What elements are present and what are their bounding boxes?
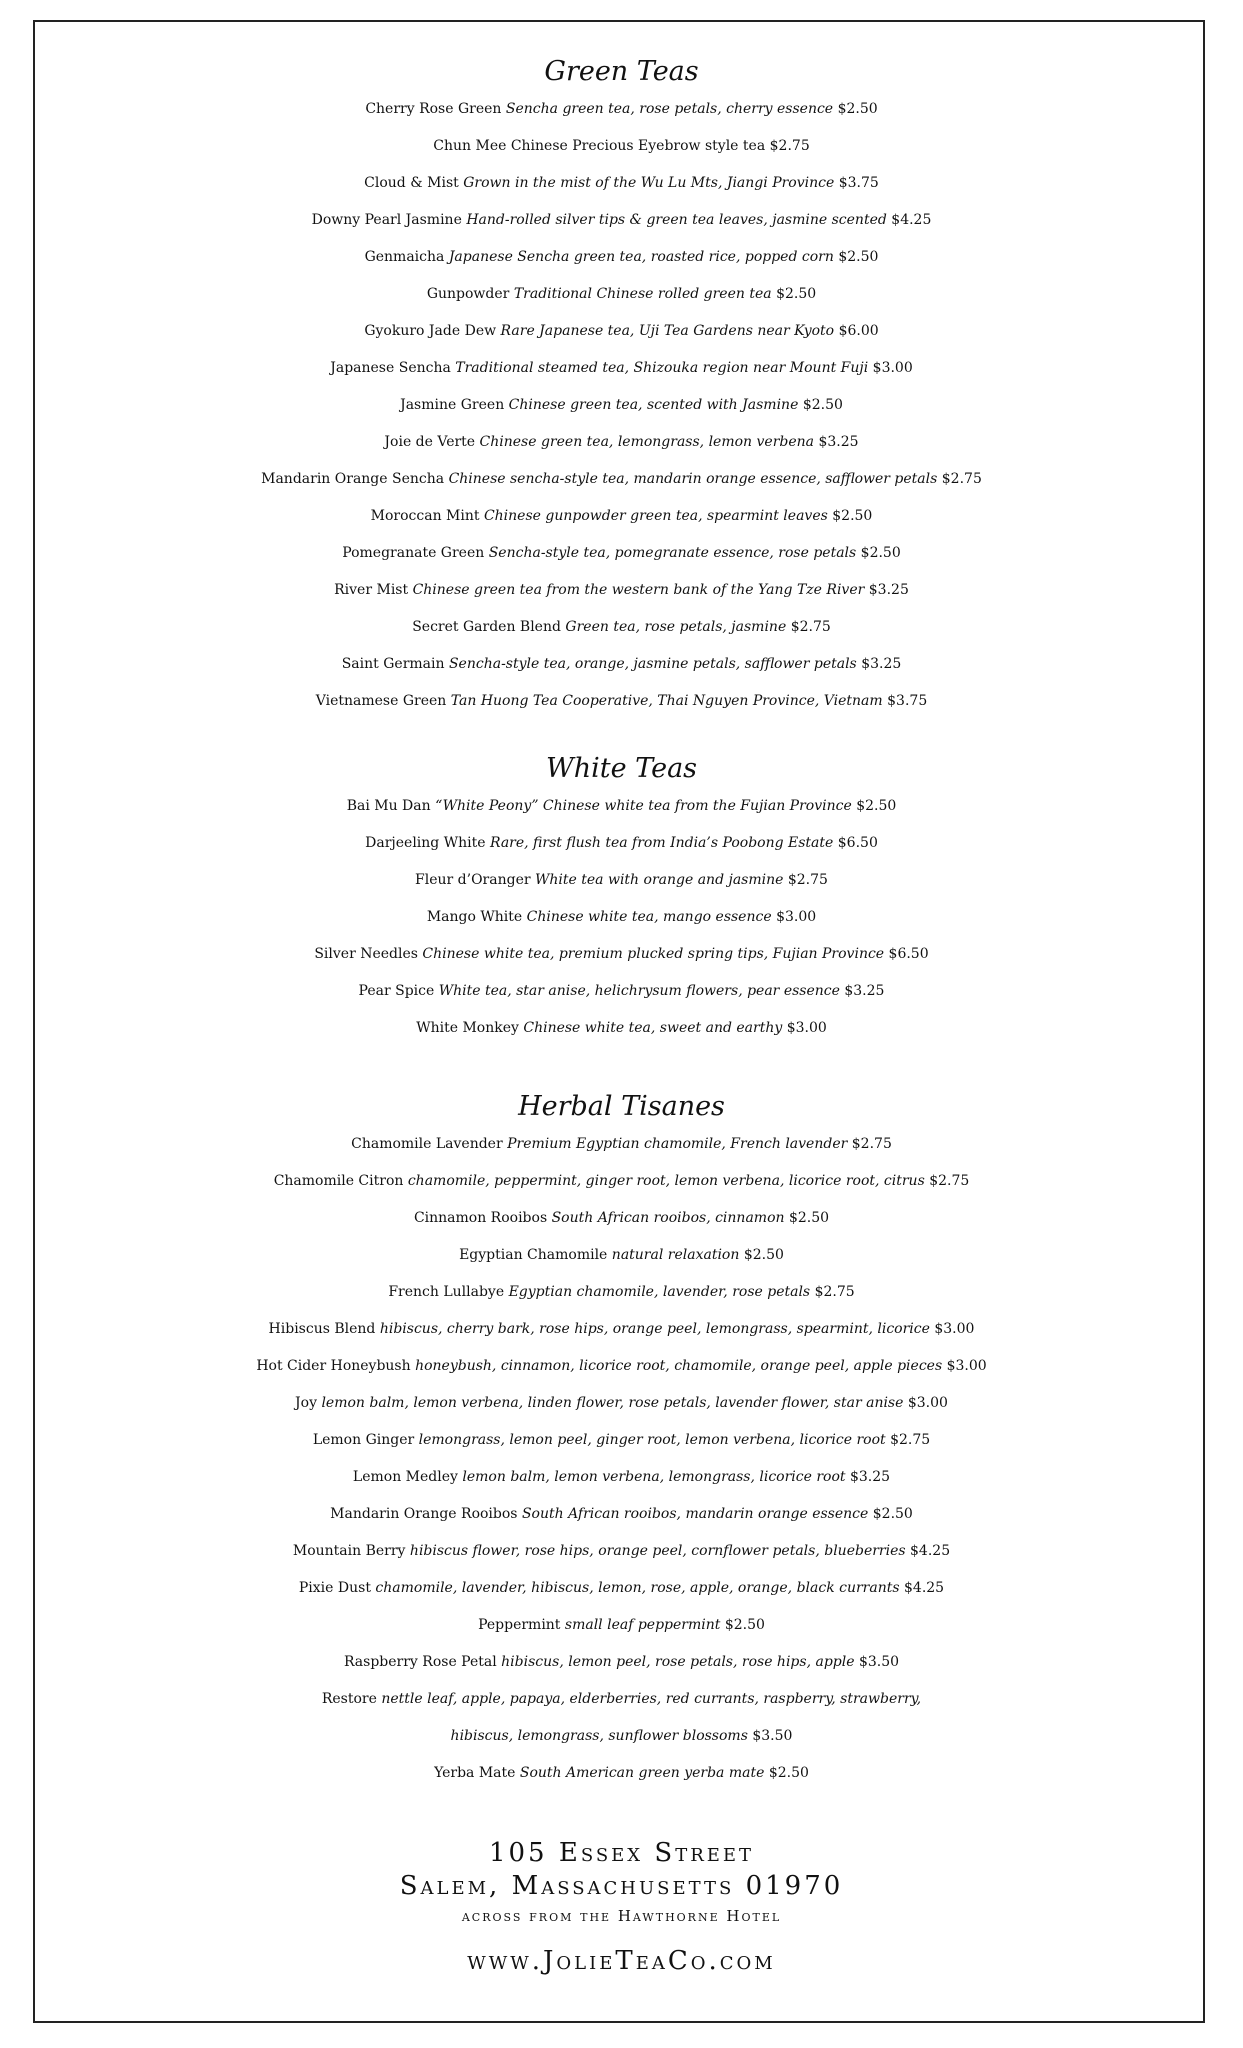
item-description: South African rooibos, mandarin orange essence: [521, 1506, 869, 1522]
menu-item: [0, 609, 1243, 646]
item-name: Bai Mu Dan: [346, 798, 431, 814]
menu-item: [0, 202, 1243, 239]
menu-item: [0, 1681, 1243, 1718]
item-price: $2.75: [814, 1284, 855, 1300]
menu-item: [0, 646, 1243, 683]
item-name: Joy: [295, 1395, 317, 1411]
item-price: $6.00: [838, 323, 879, 339]
item-price: $4.25: [904, 1580, 945, 1596]
menu-item: [0, 535, 1243, 572]
item-price: $2.50: [872, 1506, 913, 1522]
item-description: chamomile, lavender, hibiscus, lemon, rose, apple, orange, black currants: [375, 1580, 900, 1596]
item-description: South African rooibos, cinnamon: [551, 1210, 785, 1226]
item-price: $2.50: [802, 397, 843, 413]
item-description: Sencha green tea, rose petals, cherry essence: [505, 101, 834, 117]
item-name: Pomegranate Green: [342, 545, 485, 561]
item-description: Sencha-style tea, orange, jasmine petals, safflower petals: [448, 656, 857, 672]
item-description: Egyptian chamomile, lavender, rose petals: [508, 1284, 811, 1300]
item-name: Cloud & Mist: [364, 175, 459, 191]
menu-item: [0, 1422, 1243, 1459]
item-name: Peppermint: [478, 1617, 561, 1633]
item-name: Cinnamon Rooibos: [413, 1210, 548, 1226]
item-price: $3.25: [868, 582, 909, 598]
item-description: hibiscus, lemon peel, rose petals, rose hips, apple: [501, 1654, 855, 1670]
item-description: nettle leaf, apple, papaya, elderberries, red currants, raspberry, strawberry,: [381, 1691, 922, 1707]
menu-item: [0, 1459, 1243, 1496]
item-description: natural relaxation: [611, 1247, 740, 1263]
address-street: 105 Essex Street: [488, 1838, 755, 1868]
green-teas-list: [0, 91, 1243, 720]
item-price: $3.00: [907, 1395, 948, 1411]
item-price: $3.50: [858, 1654, 900, 1670]
item-description: Tan Huong Tea Cooperative, Thai Nguyen Province, Vietnam: [450, 693, 883, 709]
menu-item: [0, 165, 1243, 202]
item-price: $3.75: [838, 175, 879, 191]
item-price: $2.50: [838, 249, 879, 265]
item-description: Premium Egyptian chamomile, French lavender: [507, 1136, 848, 1152]
item-name: Fleur d’Oranger: [415, 872, 531, 888]
item-price: $2.50: [832, 508, 873, 524]
menu-item: [0, 1570, 1243, 1607]
item-name: Hot Cider Honeybush: [256, 1358, 411, 1374]
menu-item: [0, 1126, 1243, 1163]
item-price: $6.50: [888, 946, 929, 962]
item-name: Chamomile Lavender: [351, 1136, 503, 1152]
item-name: Downy Pearl Jasmine: [311, 212, 462, 228]
item-description: Rare Japanese tea, Uji Tea Gardens near Kyoto: [500, 323, 835, 339]
item-description: honeybush, cinnamon, licorice root, chamomile, orange peel, apple pieces: [415, 1358, 943, 1374]
item-description: Traditional steamed tea, Shizouka region near Mount Fuji: [455, 360, 869, 376]
menu-item: [0, 1533, 1243, 1570]
menu-item: [0, 424, 1243, 461]
item-name: Darjeeling White: [365, 835, 486, 851]
item-name: Vietnamese Green: [315, 693, 447, 709]
item-description: South American green yerba mate: [519, 1765, 765, 1781]
item-name: Chamomile Citron: [273, 1173, 404, 1189]
item-name: Mango White: [426, 909, 523, 925]
menu-item: [0, 825, 1243, 862]
item-description: Chinese white tea, premium plucked spring tips, Fujian Province: [422, 946, 885, 962]
item-name: White Monkey: [416, 1020, 519, 1036]
item-name: Lemon Ginger: [312, 1432, 415, 1448]
item-price: $3.25: [849, 1469, 891, 1485]
menu-item: [0, 239, 1243, 276]
menu-item: [0, 1385, 1243, 1422]
item-description: Sencha-style tea, pomegranate essence, rose petals: [488, 545, 857, 561]
item-description: White tea with orange and jasmine: [535, 872, 784, 888]
menu-item: [0, 1311, 1243, 1348]
item-description: hibiscus, lemongrass, sunflower blossoms: [450, 1728, 748, 1744]
menu-item: [0, 936, 1243, 973]
item-description: White tea, star anise, helichrysum flowers, pear essence: [438, 983, 840, 999]
item-price: $2.50: [768, 1765, 809, 1781]
menu-item: [0, 313, 1243, 350]
item-price: $2.50: [788, 1210, 830, 1226]
item-name: Hibiscus Blend: [268, 1321, 376, 1337]
menu-item: [0, 1718, 1243, 1755]
item-price: $4.25: [910, 1543, 951, 1559]
item-name: Jasmine Green: [400, 397, 505, 413]
item-price: $4.25: [891, 212, 932, 228]
menu-item: [0, 1163, 1243, 1200]
menu-item: [0, 683, 1243, 720]
item-price: $2.75: [941, 471, 982, 487]
menu-item: [0, 788, 1243, 825]
menu-item: [0, 1200, 1243, 1237]
section-title-white-teas: White Teas: [545, 753, 698, 784]
item-price: $3.25: [861, 656, 902, 672]
item-name: Gunpowder: [426, 286, 510, 302]
menu-item: [0, 1010, 1243, 1047]
address-city: Salem, Massachusetts 01970: [399, 1871, 844, 1901]
item-price: $3.00: [786, 1020, 827, 1036]
item-name: Genmaicha: [364, 249, 445, 265]
section-title-herbal-tisanes: Herbal Tisanes: [518, 1091, 725, 1122]
item-name: Cherry Rose Green: [365, 101, 502, 117]
item-price: $3.00: [934, 1321, 975, 1337]
item-price: $2.50: [743, 1247, 784, 1263]
item-description: Traditional Chinese rolled green tea: [513, 286, 772, 302]
item-name: Raspberry Rose Petal: [343, 1654, 497, 1670]
item-description: “White Peony” Chinese white tea from the Fujian Province: [435, 798, 852, 814]
item-description: Chinese green tea, scented with Jasmine: [508, 397, 799, 413]
item-price: $2.50: [860, 545, 901, 561]
item-name: French Lullabye: [388, 1284, 505, 1300]
menu-item: [0, 899, 1243, 936]
item-description: Japanese Sencha green tea, roasted rice, popped corn: [448, 249, 834, 265]
white-teas-list: [0, 788, 1243, 1047]
item-price: $2.50: [724, 1617, 765, 1633]
item-name: Mountain Berry: [292, 1543, 406, 1559]
item-price: $3.25: [818, 434, 859, 450]
menu-item: [0, 973, 1243, 1010]
item-name: Mandarin Orange Rooibos: [330, 1506, 518, 1522]
menu-item: [0, 461, 1243, 498]
menu-item: [0, 498, 1243, 535]
item-name: Secret Garden Blend: [412, 619, 561, 635]
section-title-green-teas: Green Teas: [544, 56, 699, 87]
menu-item: [0, 1755, 1243, 1792]
item-price: $2.75: [769, 138, 810, 154]
item-name: Joie de Verte: [384, 434, 476, 450]
menu-item: [0, 128, 1243, 165]
herbal-tisanes-list: [0, 1126, 1243, 1792]
menu-item: [0, 350, 1243, 387]
menu-item: [0, 1274, 1243, 1311]
item-description: Chinese white tea, sweet and earthy: [523, 1020, 783, 1036]
item-description: lemongrass, lemon peel, ginger root, lemon verbena, licorice root: [418, 1432, 886, 1448]
item-price: $3.75: [887, 693, 928, 709]
item-name: Silver Needles: [314, 946, 418, 962]
item-description: Chinese green tea, lemongrass, lemon verbena: [479, 434, 815, 450]
item-description: Chinese sencha-style tea, mandarin orange essence, safflower petals: [448, 471, 938, 487]
item-price: $2.50: [837, 101, 878, 117]
item-description: lemon balm, lemon verbena, linden flower, rose petals, lavender flower, star anise: [321, 1395, 904, 1411]
item-description: Grown in the mist of the Wu Lu Mts, Jiangi Province: [463, 175, 835, 191]
item-description: chamomile, peppermint, ginger root, lemon verbena, licorice root, citrus: [407, 1173, 925, 1189]
item-description: Green tea, rose petals, jasmine: [565, 619, 787, 635]
item-name: River Mist: [334, 582, 409, 598]
item-description: hibiscus, cherry bark, rose hips, orange peel, lemongrass, spearmint, licorice: [379, 1321, 930, 1337]
menu-item: [0, 1348, 1243, 1385]
address-note: across from the Hawthorne Hotel: [461, 1907, 782, 1925]
website-link[interactable]: www.JolieTeaCo.com: [467, 1946, 776, 1976]
item-name: Restore: [321, 1691, 377, 1707]
item-description: Rare, first flush tea from India’s Poobong Estate: [489, 835, 834, 851]
item-name: Yerba Mate: [434, 1765, 516, 1781]
item-description: hibiscus flower, rose hips, orange peel, cornflower petals, blueberries: [409, 1543, 906, 1559]
menu-item: [0, 1496, 1243, 1533]
item-price: $3.00: [946, 1358, 987, 1374]
item-description: Chinese white tea, mango essence: [526, 909, 772, 925]
item-name: Moroccan Mint: [370, 508, 480, 524]
item-name: Gyokuro Jade Dew: [364, 323, 497, 339]
item-price: $2.75: [929, 1173, 970, 1189]
menu-item: [0, 276, 1243, 313]
item-price: $2.50: [856, 798, 897, 814]
item-price: $2.75: [890, 1432, 931, 1448]
item-price: $2.75: [790, 619, 831, 635]
item-description: Chinese gunpowder green tea, spearmint leaves: [483, 508, 828, 524]
item-name: Chun Mee Chinese Precious Eyebrow style tea: [433, 138, 766, 154]
item-name: Japanese Sencha: [330, 360, 451, 376]
menu-item: [0, 1607, 1243, 1644]
item-name: Egyptian Chamomile: [459, 1247, 608, 1263]
item-name: Pixie Dust: [298, 1580, 371, 1596]
item-price: $3.50: [752, 1728, 793, 1744]
menu-item: [0, 1644, 1243, 1681]
menu-item: [0, 387, 1243, 424]
item-name: Pear Spice: [358, 983, 435, 999]
item-price: $3.00: [776, 909, 817, 925]
menu-item: [0, 1237, 1243, 1274]
menu-item: [0, 91, 1243, 128]
menu-item: [0, 572, 1243, 609]
item-description: Chinese green tea from the western bank of the Yang Tze River: [412, 582, 865, 598]
item-name: Saint Germain: [341, 656, 445, 672]
item-name: Lemon Medley: [352, 1469, 458, 1485]
item-name: Mandarin Orange Sencha: [261, 471, 445, 487]
item-price: $2.50: [776, 286, 817, 302]
item-price: $6.50: [837, 835, 878, 851]
item-description: small leaf peppermint: [564, 1617, 721, 1633]
menu-item: [0, 862, 1243, 899]
item-price: $2.75: [851, 1136, 892, 1152]
item-description: Hand-rolled silver tips & green tea leaves, jasmine scented: [466, 212, 887, 228]
item-price: $3.00: [872, 360, 913, 376]
item-price: $3.25: [844, 983, 885, 999]
item-price: $2.75: [787, 872, 828, 888]
item-description: lemon balm, lemon verbena, lemongrass, licorice root: [462, 1469, 846, 1485]
